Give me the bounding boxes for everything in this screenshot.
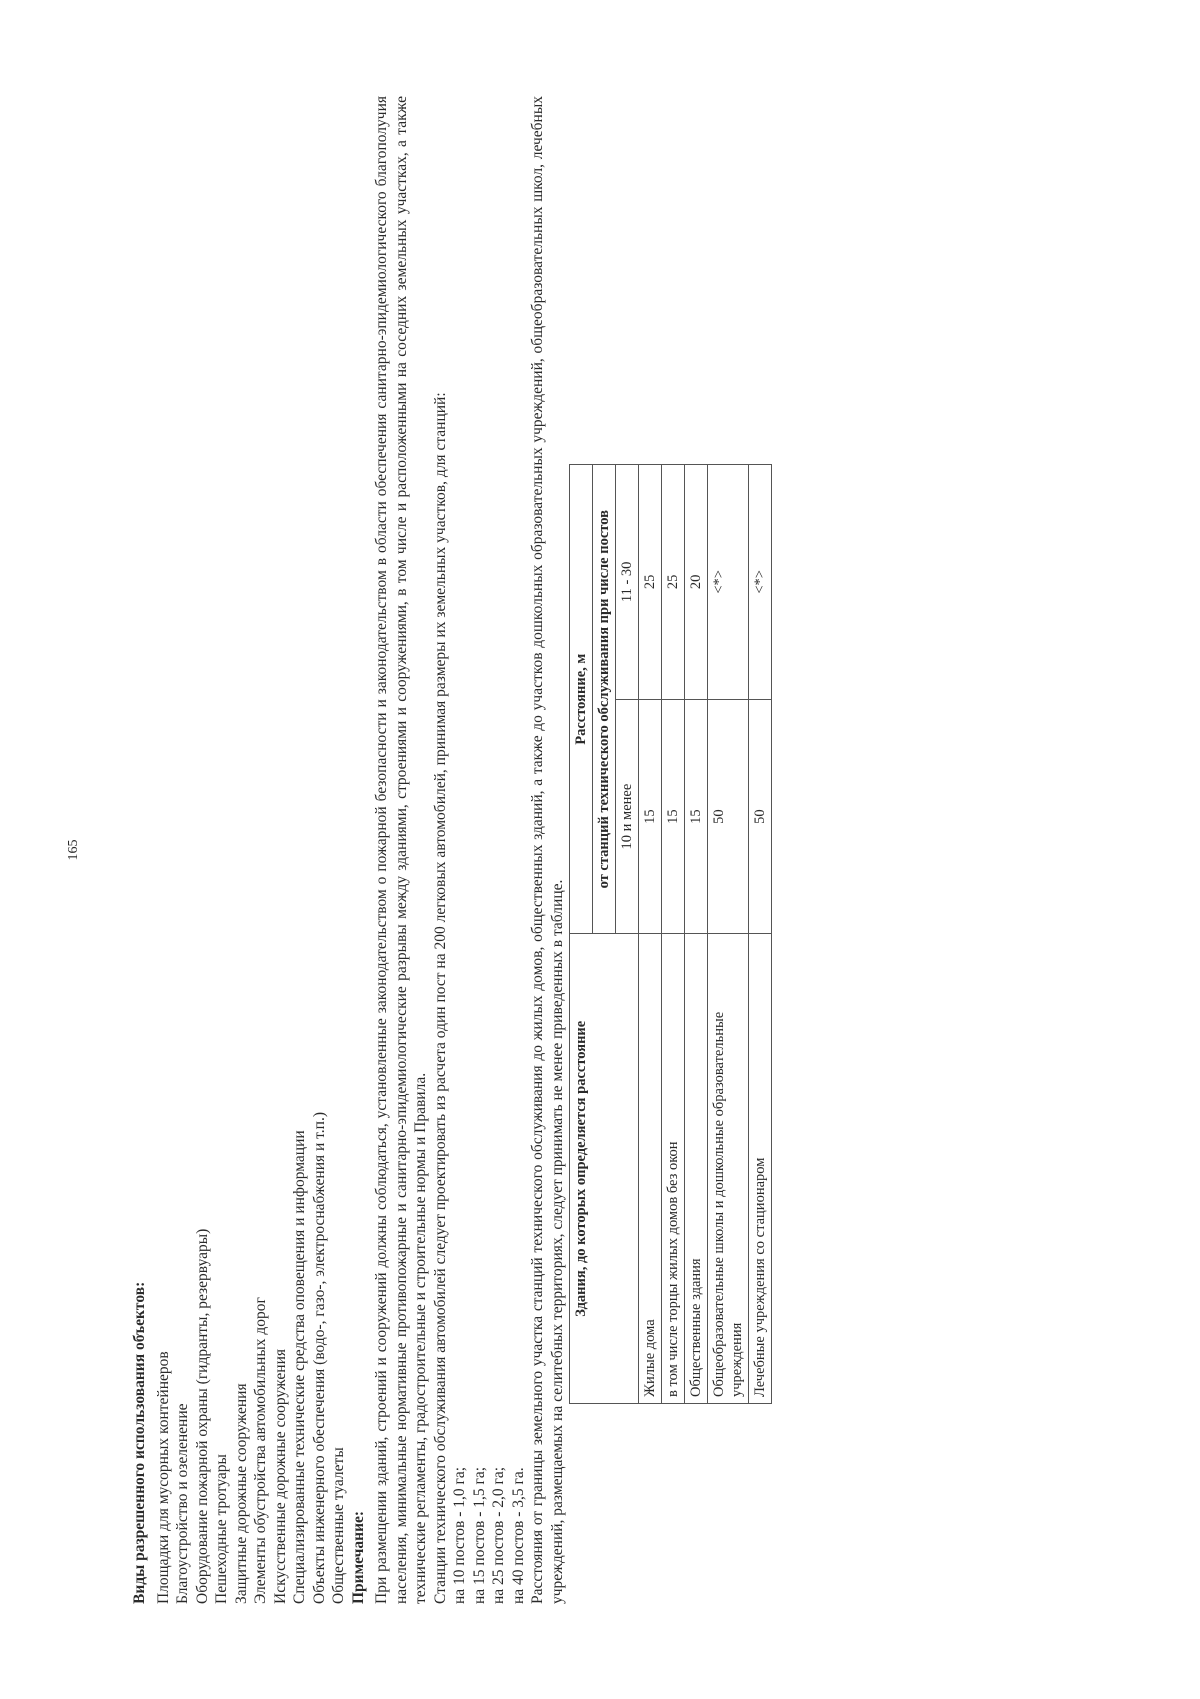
- page-number: 165: [66, 839, 81, 861]
- uses-list-item: Защитные дорожные сооружения: [232, 1383, 250, 1604]
- station-sizes-list: [450, 96, 528, 1604]
- uses-list-item: Искусственные дорожные сооружения: [271, 1348, 289, 1604]
- note-paragraph: Расстояния от границы земельного участка станций технического обслуживания до жилых домов, общественных зданий, а также до участков дошкольных образовательных учреждений, общеобразовательных школ, лечебных учреждений, размещаемых на селитебных территориях, следует принимать не менее приведенных в таблице.: [529, 96, 566, 1604]
- row-value-11-30: <*>: [708, 465, 749, 700]
- uses-list-item: Элементы обустройства автомобильных дорог: [252, 1297, 269, 1604]
- table-row: [639, 465, 662, 1404]
- uses-list-item: Благоустройство и озеленение: [174, 1403, 191, 1604]
- station-size-item: на 25 постов - 2,0 га;: [490, 1466, 507, 1604]
- rotated-document-page: [60, 60, 1140, 1640]
- uses-list-item: Специализированные технические средства оповещения и информации: [291, 1130, 308, 1604]
- row-value-10: 15: [685, 699, 708, 934]
- header-from-stations: от станций технического обслуживания при числе постов: [593, 465, 616, 934]
- header-col-11-30: 11 - 30: [616, 465, 639, 700]
- uses-list-item: Пешеходные тротуары: [213, 1454, 230, 1604]
- station-size-item: на 10 постов - 1,0 га;: [451, 1466, 468, 1604]
- row-value-10: 50: [708, 699, 749, 934]
- header-distance: Расстояние, м: [570, 465, 593, 934]
- note-paragraph: Станции технического обслуживания автомобилей следует проектировать из расчета один пост на 200 легковых автомобилей, принимая размеры их земельных участков, для станций:: [431, 392, 449, 1604]
- table-row: [685, 465, 708, 1404]
- header-col-10: 10 и менее: [616, 699, 639, 934]
- uses-list-item: Объекты инженерного обеспечения (водо-, газо-, электроснабжения и т.п.): [310, 1112, 328, 1604]
- row-name: Жилые дома: [639, 934, 662, 1404]
- page-content: [130, 96, 772, 1604]
- row-name: Общественные здания: [685, 934, 708, 1404]
- header-buildings: Здания, до которых определяется расстояние: [570, 934, 639, 1404]
- row-value-11-30: <*>: [749, 465, 772, 700]
- table-row: [662, 465, 685, 1404]
- uses-heading: Виды разрешенного использования объектов:: [131, 1281, 148, 1604]
- row-value-10: 15: [662, 699, 685, 934]
- station-size-item: на 40 постов - 3,5 га.: [509, 1467, 527, 1604]
- uses-list: [154, 96, 349, 1604]
- table-row: [708, 465, 749, 1404]
- row-value-11-30: 20: [685, 465, 708, 700]
- row-value-11-30: 25: [662, 465, 685, 700]
- row-name: Общеобразовательные школы и дошкольные образовательные учреждения: [708, 934, 749, 1404]
- row-value-10: 15: [639, 699, 662, 934]
- table-row: [749, 465, 772, 1404]
- note-paragraph: При размещении зданий, строений и сооружений должны соблюдаться, установленные законодательством о пожарной безопасности и законодательством в области обеспечения санитарно-эпидемиологического благополучия населения, минимальные нормативные противопожарные и санитарно-эпидемиологические разрывы между зданиями, строениями и сооружениями, в том числе и расположенными на соседних земельных участках, а также технические регламенты, градостроительные и строительные нормы и Правила.: [373, 96, 429, 1604]
- uses-list-item: Общественные туалеты: [330, 1447, 347, 1604]
- uses-list-item: Площадки для мусорных контейнеров: [154, 1351, 172, 1604]
- row-value-10: 50: [749, 699, 772, 934]
- station-size-item: на 15 постов - 1,5 га;: [470, 1466, 488, 1604]
- uses-list-item: Оборудование пожарной охраны (гидранты, резервуары): [193, 1228, 211, 1604]
- note-heading: Примечание:: [349, 1510, 367, 1604]
- row-name: в том числе торцы жилых домов без окон: [662, 934, 685, 1404]
- distance-table: [569, 464, 772, 1404]
- row-value-11-30: 25: [639, 465, 662, 700]
- row-name: Лечебные учреждения со стационаром: [749, 934, 772, 1404]
